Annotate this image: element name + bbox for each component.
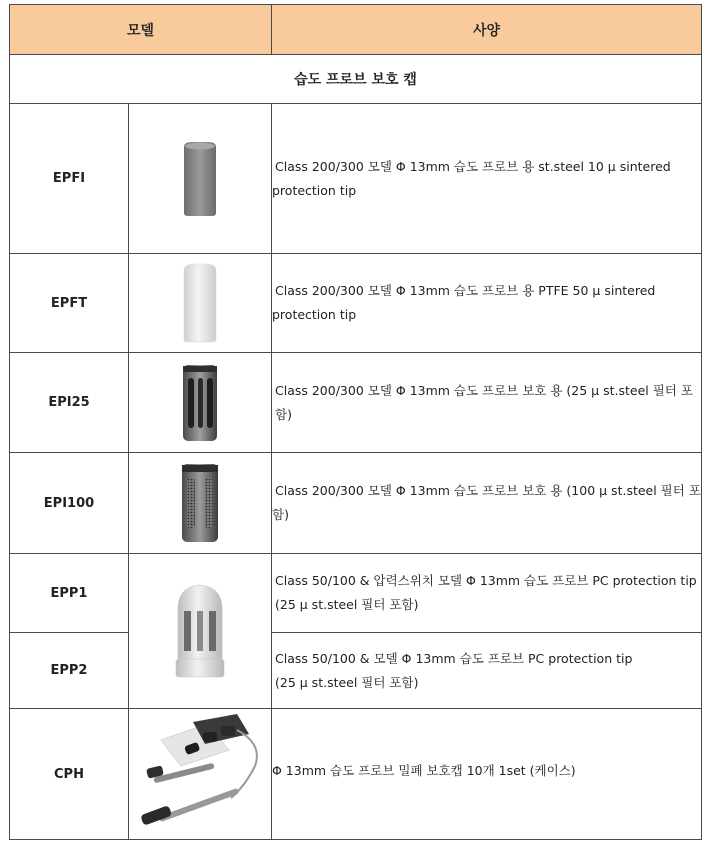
spec-line: Class 50/100 & 압력스위치 모델 Φ 13mm 습도 프로브 PC protection tip	[275, 573, 697, 588]
spec-line: Class 200/300 모델 Φ 13mm 습도 프로브 보호 용 (100 μ st.steel 필터 포	[275, 483, 701, 498]
section-title: 습도 프로브 보호 캡	[10, 55, 702, 104]
white-ptfe-cap-icon	[180, 263, 220, 343]
model-cell: EPP1	[10, 554, 129, 633]
probe-cap-kit-icon	[133, 714, 267, 834]
slotted-metal-cap-icon	[179, 364, 221, 442]
image-cell	[129, 254, 272, 353]
spec-line: Class 200/300 모델 Φ 13mm 습도 프로브 보호 용 (25 μ st.steel 필터 포함)	[275, 382, 693, 422]
table-row	[10, 353, 702, 453]
spec-cell	[272, 633, 702, 709]
image-cell	[129, 453, 272, 554]
gray-sintered-cap-icon	[180, 141, 220, 217]
header-row	[10, 5, 702, 55]
section-row	[10, 55, 702, 104]
model-cell: EPFI	[10, 104, 129, 254]
spec-line: Class 200/300 모델 Φ 13mm 습도 프로브 용 st.steel 10 μ sintered	[275, 158, 671, 174]
model-cell: EPP2	[10, 633, 129, 709]
spec-line: 함)	[272, 507, 289, 522]
spec-line: protection tip	[272, 182, 357, 198]
table-row	[10, 104, 702, 254]
slotted-mesh-cap-icon	[178, 463, 222, 543]
image-cell	[129, 554, 272, 709]
model-cell: EPI25	[10, 353, 129, 453]
table-row	[10, 254, 702, 353]
spec-cell	[272, 254, 702, 353]
spec-line: (25 μ st.steel 필터 포함)	[275, 597, 419, 612]
spec-cell	[272, 554, 702, 633]
model-cell: EPFT	[10, 254, 129, 353]
image-cell	[129, 709, 272, 840]
model-cell: EPI100	[10, 453, 129, 554]
spec-cell	[272, 709, 702, 840]
model-cell: CPH	[10, 709, 129, 840]
pc-protection-tip-icon	[170, 583, 230, 679]
header-spec: 사양	[272, 5, 702, 55]
image-cell	[129, 104, 272, 254]
spec-cell	[272, 104, 702, 254]
spec-table	[9, 4, 702, 840]
table-row	[10, 633, 702, 709]
spec-cell	[272, 453, 702, 554]
spec-cell	[272, 353, 702, 453]
spec-line: Class 50/100 & 모델 Φ 13mm 습도 프로브 PC protection tip	[275, 650, 633, 666]
spec-line: (25 μ st.steel 필터 포함)	[275, 674, 419, 690]
spec-line: Class 200/300 모델 Φ 13mm 습도 프로브 용 PTFE 50 μ sintered	[275, 283, 656, 298]
spec-line: Φ 13mm 습도 프로브 밀폐 보호캡 10개 1set (케이스)	[272, 763, 576, 778]
spec-line: protection tip	[272, 307, 357, 322]
table-row	[10, 709, 702, 840]
header-model: 모델	[10, 5, 272, 55]
image-cell	[129, 353, 272, 453]
table-row	[10, 453, 702, 554]
table-row	[10, 554, 702, 633]
